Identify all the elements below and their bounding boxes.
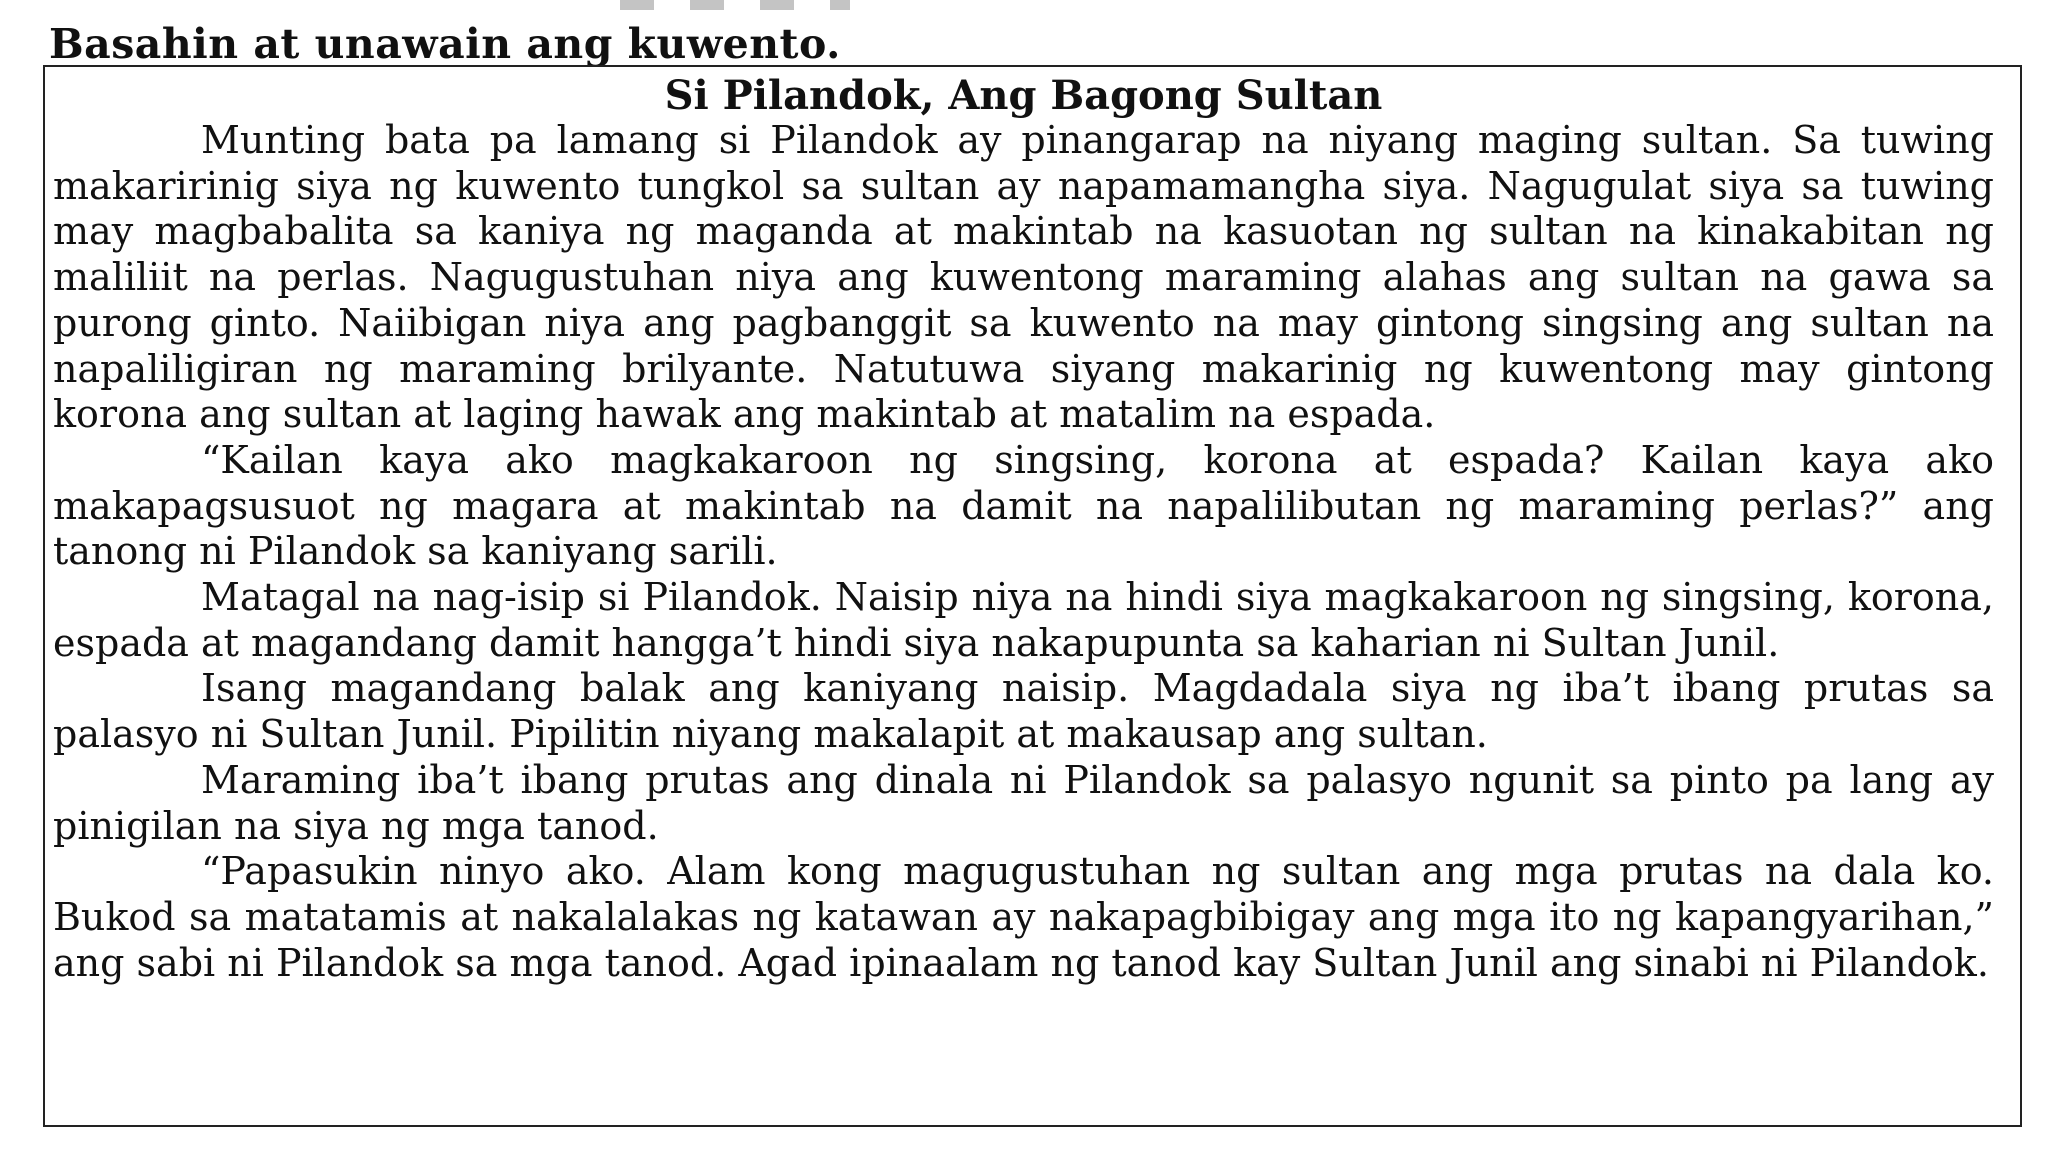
story-paragraph-3: Matagal na nag-isip si Pilandok. Naisip niya na hindi siya magkakaroon ng singsing, korona, espada at magandang damit hangga’t hindi siya nakapupunta sa kaharian ni Sultan Junil.	[53, 575, 1994, 665]
scan-edge-artifact	[620, 0, 850, 10]
story-box	[43, 65, 2022, 1127]
story-paragraph-5: Maraming iba’t ibang prutas ang dinala ni Pilandok sa palasyo ngunit sa pinto pa lang ay pinigilan na siya ng mga tanod.	[53, 757, 1994, 848]
instruction-heading: Basahin at unawain ang kuwento.	[49, 20, 841, 68]
story-paragraph-1: Munting bata pa lamang si Pilandok ay pinangarap na niyang maging sultan. Sa tuwing makaririnig siya ng kuwento tungkol sa sultan ay napamamangha siya. Nagugulat siya sa tuwing may magbabalita sa kaniya ng maganda at makintab na kasuotan ng sultan na kinakabitan ng maliliit na perlas. Nagugustuhan niya ang kuwentong maraming alahas ang sultan na gawa sa purong ginto. Naiibigan niya ang pagbanggit sa kuwento na may gintong singsing ang sultan na napaliligiran ng maraming brilyante. Natutuwa siyang makarinig ng kuwentong may gintong korona ang sultan at laging hawak ang makintab at matalim na espada.	[53, 118, 1994, 437]
story-paragraph-4: Isang magandang balak ang kaniyang naisip. Magdadala siya ng iba’t ibang prutas sa palasyo ni Sultan Junil. Pipilitin niyang makalapit at makausap ang sultan.	[53, 666, 1994, 757]
story-paragraph-6: “Papasukin ninyo ako. Alam kong magugustuhan ng sultan ang mga prutas na dala ko. Bukod sa matatamis at nakalalakas ng katawan ay nakapagbibigay ang mga ito ng kapangyarihan,” ang sabi ni Pilandok sa mga tanod. Agad ipinaalam ng tanod kay Sultan Junil ang sinabi ni Pilandok.	[53, 849, 1994, 985]
story-paragraph-2: “Kailan kaya ako magkakaroon ng singsing, korona at espada? Kailan kaya ako makapagsusuot ng magara at makintab na damit na napalilibutan ng maraming perlas?” ang tanong ni Pilandok sa kaniyang sarili.	[53, 437, 1994, 574]
story-title: Si Pilandok, Ang Bagong Sultan	[664, 72, 1383, 119]
